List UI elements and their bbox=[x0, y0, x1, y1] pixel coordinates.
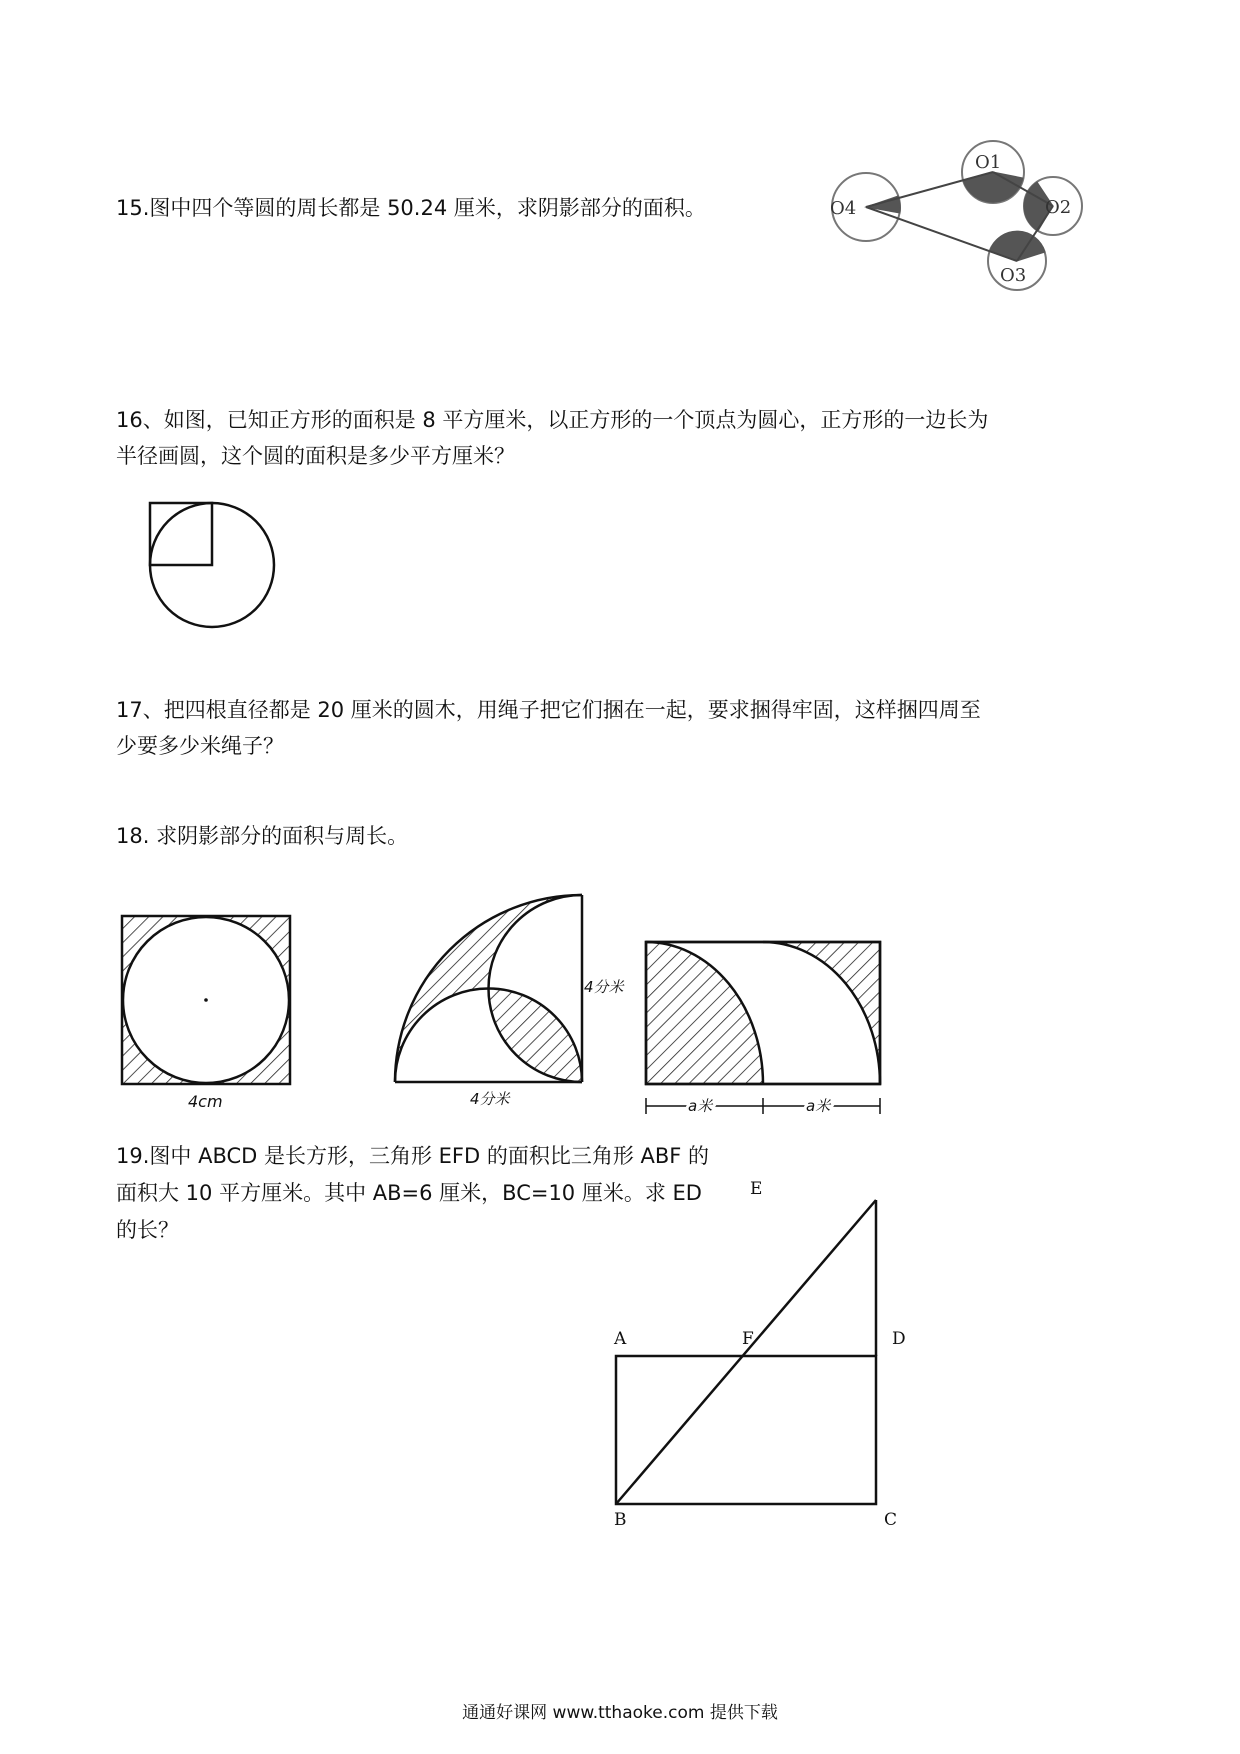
fig18-1-square-with-circle bbox=[122, 916, 290, 1111]
rectangle-abcd bbox=[616, 1356, 876, 1504]
label-c: C bbox=[884, 1510, 898, 1530]
fig18-3-rectangle bbox=[646, 942, 880, 1115]
page-footer: 通通好课网 www.tthaoke.com 提供下载 bbox=[462, 1703, 778, 1723]
fig18-3-left-label: a米 bbox=[688, 1097, 713, 1115]
fig18-2-bottom-label: 4分米 bbox=[470, 1090, 510, 1108]
label-d: D bbox=[892, 1329, 906, 1349]
line-o3-o4 bbox=[866, 207, 1017, 261]
label-f: F bbox=[742, 1329, 754, 1349]
question-16-line-2: 半径画圆，这个圆的面积是多少平方厘米？ bbox=[116, 444, 515, 468]
label-o2: O2 bbox=[1045, 197, 1072, 218]
figure-15-four-circles bbox=[820, 138, 1100, 298]
fig18-3-right-label: a米 bbox=[806, 1097, 831, 1115]
question-19-line-1: 19.图中 ABCD 是长方形，三角形 EFD 的面积比三角形 ABF 的面积大 10 平方厘米。其中 AB=6 厘米，BC=10 厘米。求 ED 的长？ bbox=[116, 1144, 710, 1242]
question-17-line-1: 17、把四根直径都是 20 厘米的圆木，用绳子把它们捆在一起，要求捆得牢固，这样捆四周至 bbox=[116, 698, 981, 722]
shaded-sector-o3 bbox=[990, 231, 1045, 261]
question-16-line-1: 16、如图，已知正方形的面积是 8 平方厘米，以正方形的一个顶点为圆心，正方形的一边长为 bbox=[116, 408, 989, 432]
label-o1: O1 bbox=[975, 152, 1002, 173]
question-17-line-2: 少要多少米绳子？ bbox=[116, 734, 284, 758]
question-15: 15.图中四个等圆的周长都是 50.24 厘米，求阴影部分的面积。 bbox=[116, 196, 706, 220]
figure-18-shapes bbox=[100, 880, 920, 1120]
label-b: B bbox=[614, 1510, 627, 1530]
label-o4: O4 bbox=[830, 198, 857, 219]
label-o3: O3 bbox=[1000, 265, 1027, 286]
figure-19-rectangle-abcd bbox=[600, 1180, 920, 1530]
label-a: A bbox=[614, 1329, 627, 1349]
fig18-2-quarter-circle bbox=[395, 895, 626, 1108]
segment-be bbox=[616, 1200, 876, 1504]
shaded-sector-o1 bbox=[963, 172, 1023, 202]
figure-16-square-circle bbox=[140, 500, 280, 640]
question-18: 18. 求阴影部分的面积与周长。 bbox=[116, 824, 409, 848]
fig18-2-side-label: 4分米 bbox=[584, 978, 624, 996]
fig18-1-side-label: 4cm bbox=[188, 1092, 223, 1111]
label-e: E bbox=[750, 1180, 763, 1199]
